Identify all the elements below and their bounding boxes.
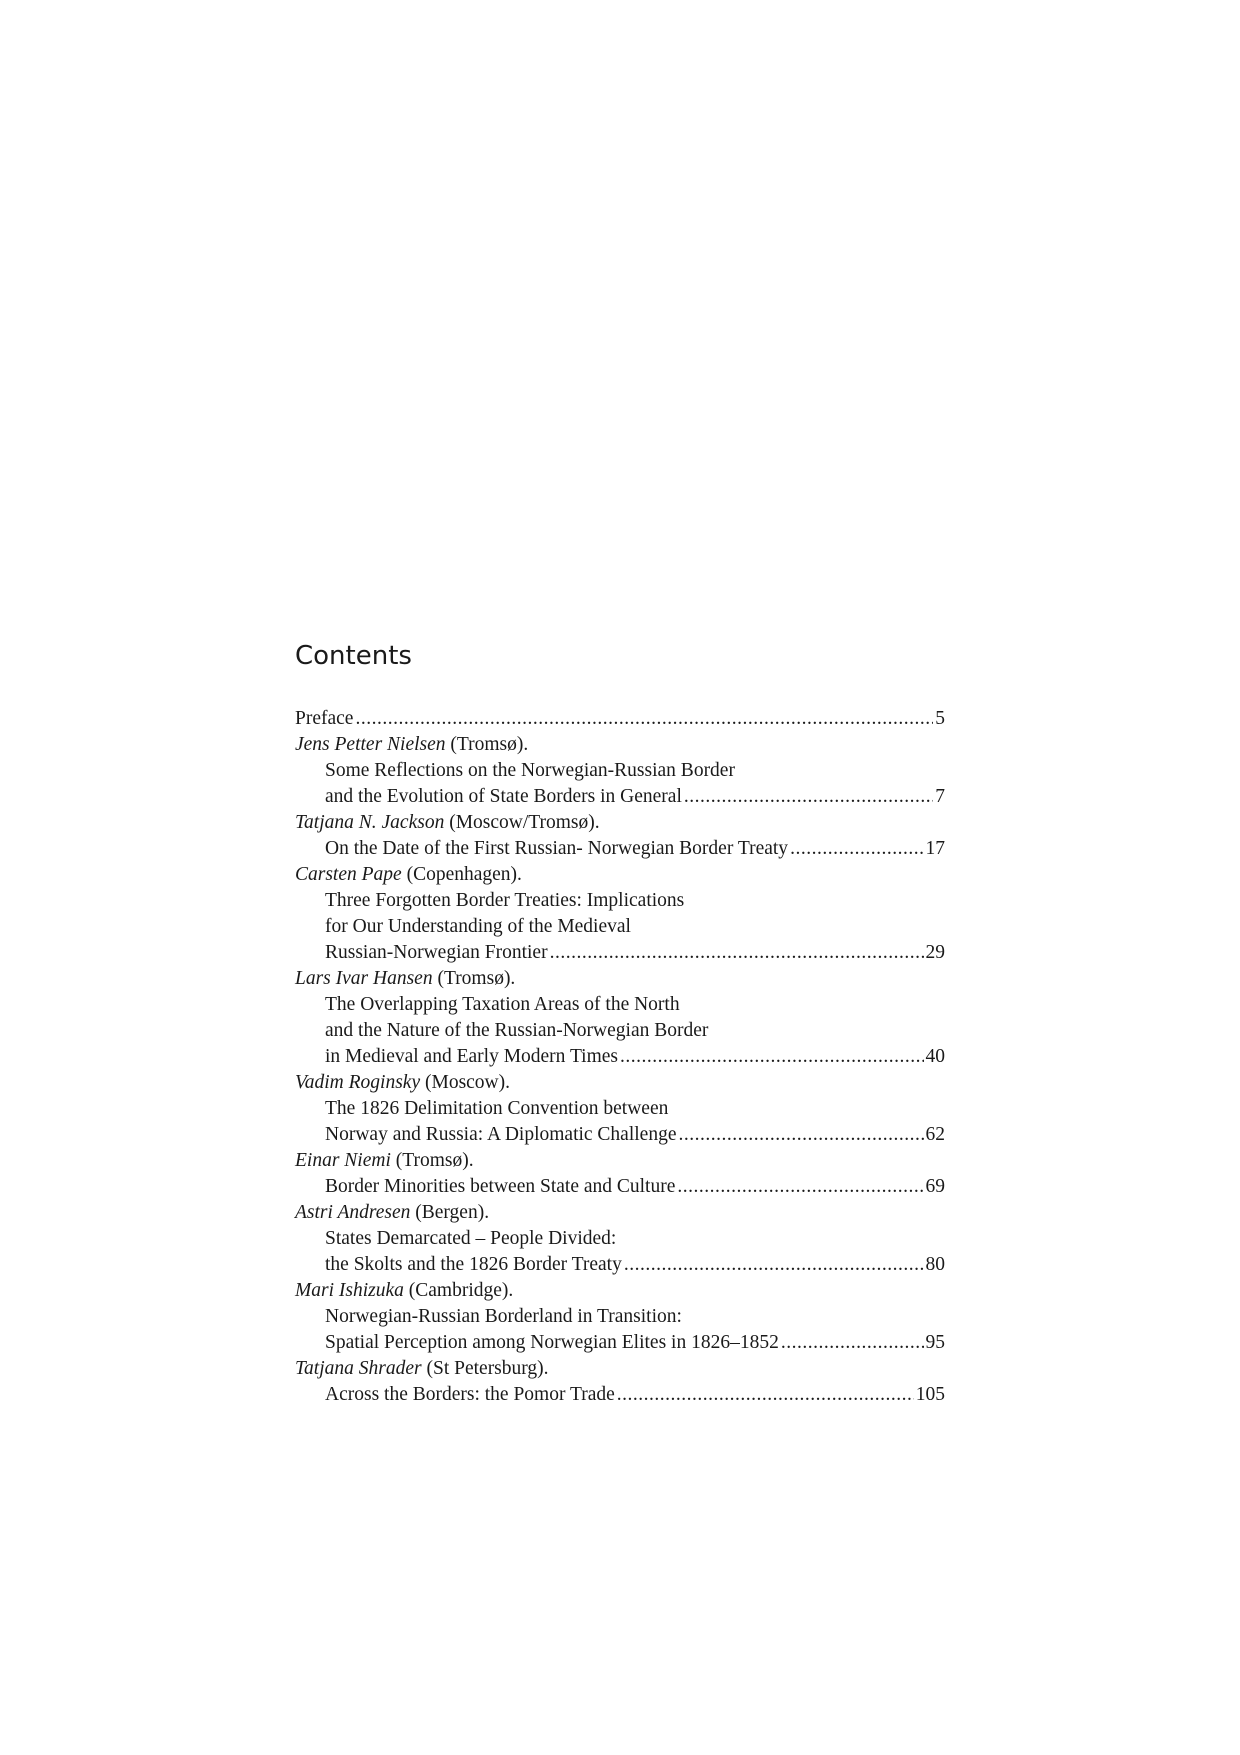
author-line — [295, 1200, 945, 1226]
entry-title: in Medieval and Early Modern Times — [325, 1046, 619, 1067]
entry-title: The 1826 Delimitation Convention between — [325, 1098, 669, 1119]
page-number: 105 — [915, 1384, 945, 1405]
author-affiliation: (Tromsø). — [450, 734, 529, 755]
author-affiliation: (Moscow/Tromsø). — [449, 812, 600, 833]
entry-title: for Our Understanding of the Medieval — [325, 916, 631, 937]
dot-leader — [677, 1174, 923, 1200]
author-line — [295, 732, 945, 758]
dot-leader — [355, 706, 933, 732]
author-affiliation: (Bergen). — [415, 1202, 490, 1223]
dot-leader — [620, 1044, 923, 1070]
title-line — [295, 888, 945, 914]
dot-leader — [550, 940, 924, 966]
table-of-contents — [295, 706, 945, 1408]
author-name: Carsten Pape — [295, 864, 402, 885]
author-affiliation: (Cambridge). — [408, 1280, 514, 1301]
title-line — [295, 992, 945, 1018]
dot-leader — [684, 784, 933, 810]
author-line — [295, 810, 945, 836]
entry-title: Three Forgotten Border Treaties: Implications — [325, 890, 685, 911]
toc-entry[interactable] — [295, 1382, 945, 1408]
page-number: 7 — [935, 786, 945, 807]
entry-title: Preface — [295, 708, 354, 729]
entry-title: the Skolts and the 1826 Border Treaty — [325, 1254, 622, 1275]
author-line — [295, 1356, 945, 1382]
entry-title: Norwegian-Russian Borderland in Transition: — [325, 1306, 682, 1327]
author-affiliation: (Tromsø). — [437, 968, 516, 989]
page-title: Contents — [295, 641, 412, 671]
entry-title: Spatial Perception among Norwegian Elites in 1826–1852 — [325, 1332, 779, 1353]
author-line — [295, 862, 945, 888]
entry-title: and the Nature of the Russian-Norwegian Border — [325, 1020, 709, 1041]
toc-entry[interactable] — [295, 784, 945, 810]
entry-title: The Overlapping Taxation Areas of the North — [325, 994, 680, 1015]
author-affiliation: (Tromsø). — [395, 1150, 474, 1171]
page-number: 17 — [925, 838, 945, 859]
entry-title: Some Reflections on the Norwegian-Russian Border — [325, 760, 735, 781]
author-line — [295, 1148, 945, 1174]
toc-entry[interactable] — [295, 1174, 945, 1200]
title-line — [295, 1226, 945, 1252]
page-number: 40 — [925, 1046, 945, 1067]
toc-entry[interactable] — [295, 1252, 945, 1278]
entry-title: States Demarcated – People Divided: — [325, 1228, 617, 1249]
author-line — [295, 966, 945, 992]
dot-leader — [790, 836, 923, 862]
page-number: 5 — [935, 708, 945, 729]
entry-title: and the Evolution of State Borders in General — [325, 786, 682, 807]
author-name: Astri Andresen — [295, 1202, 411, 1223]
dot-leader — [781, 1330, 924, 1356]
author-name: Mari Ishizuka — [295, 1280, 404, 1301]
author-affiliation: (St Petersburg). — [426, 1358, 549, 1379]
page-number: 69 — [925, 1176, 945, 1197]
dot-leader — [624, 1252, 924, 1278]
entry-title: Norway and Russia: A Diplomatic Challenge — [325, 1124, 677, 1145]
author-name: Lars Ivar Hansen — [295, 968, 433, 989]
contents-page — [295, 636, 945, 1408]
author-line — [295, 1070, 945, 1096]
entry-title: On the Date of the First Russian- Norwegian Border Treaty — [325, 838, 789, 859]
toc-entry[interactable] — [295, 706, 945, 732]
author-name: Tatjana N. Jackson — [295, 812, 445, 833]
title-line — [295, 1096, 945, 1122]
dot-leader — [679, 1122, 924, 1148]
author-affiliation: (Copenhagen). — [406, 864, 522, 885]
toc-entry[interactable] — [295, 1330, 945, 1356]
entry-title: Border Minorities between State and Culture — [325, 1176, 676, 1197]
toc-entry[interactable] — [295, 836, 945, 862]
author-name: Einar Niemi — [295, 1150, 391, 1171]
dot-leader — [617, 1382, 914, 1408]
entry-title: Russian-Norwegian Frontier — [325, 942, 548, 963]
page-number: 29 — [925, 942, 945, 963]
title-line — [295, 1018, 945, 1044]
author-name: Tatjana Shrader — [295, 1358, 422, 1379]
title-line — [295, 1304, 945, 1330]
author-name: Jens Petter Nielsen — [295, 734, 446, 755]
author-name: Vadim Roginsky — [295, 1072, 421, 1093]
author-line — [295, 1278, 945, 1304]
toc-entry[interactable] — [295, 1044, 945, 1070]
toc-entry[interactable] — [295, 940, 945, 966]
page-number: 95 — [925, 1332, 945, 1353]
page-number: 62 — [925, 1124, 945, 1145]
author-affiliation: (Moscow). — [424, 1072, 511, 1093]
page-number: 80 — [925, 1254, 945, 1275]
title-line — [295, 914, 945, 940]
title-line — [295, 758, 945, 784]
entry-title: Across the Borders: the Pomor Trade — [325, 1384, 615, 1405]
toc-entry[interactable] — [295, 1122, 945, 1148]
